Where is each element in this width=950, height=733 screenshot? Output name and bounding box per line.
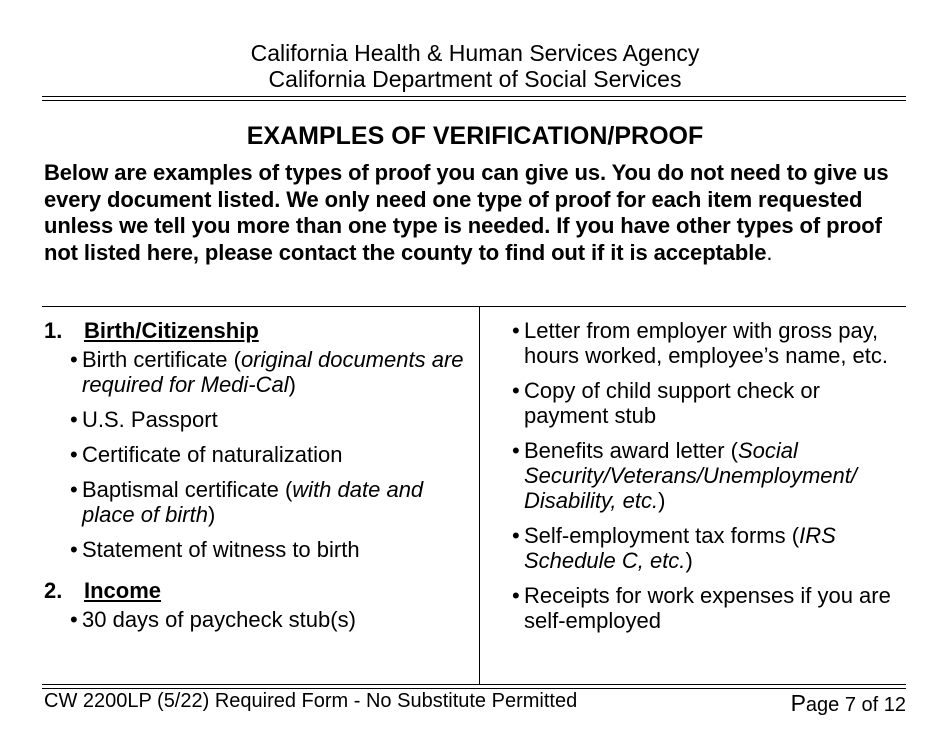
intro-text: Below are examples of types of proof you can give us. You do not need to give us every document listed. We only need one type of proof for each item requested unless we tell you more than one type is needed. If you have other types of proof not listed here, please contact the county to find out if it is acceptable <box>44 160 889 265</box>
section-heading-birth-citizenship <box>44 318 474 343</box>
list-item: • Receipts for work expenses if you are self-employed <box>512 583 891 633</box>
page-number: Page 7 of 12 <box>790 690 906 716</box>
bullet-icon: • <box>512 583 520 608</box>
right-column <box>512 318 904 643</box>
agency-name: California Health & Human Services Agency <box>250 40 700 66</box>
bullet-icon: • <box>512 318 520 343</box>
page-title: EXAMPLES OF VERIFICATION/PROOF <box>246 122 704 150</box>
bullet-icon: • <box>70 347 78 372</box>
section-title: Income <box>84 578 162 603</box>
bullet-icon: • <box>70 477 78 502</box>
bullet-icon: • <box>512 378 520 403</box>
section-divider <box>42 306 906 307</box>
section-title: Birth/Citizenship <box>84 318 259 343</box>
bullet-icon: • <box>70 607 78 632</box>
list-item: • Copy of child support check or payment stub <box>512 378 820 428</box>
column-divider <box>479 306 480 684</box>
footer-rule <box>42 684 906 685</box>
department-name: California Department of Social Services <box>268 66 682 92</box>
list-item: • Self-employment tax forms (IRS Schedule C, etc.) <box>512 523 836 573</box>
list-item: • Baptismal certificate (with date and place of birth) <box>70 477 424 527</box>
header-rule <box>42 100 906 101</box>
intro-paragraph <box>44 160 914 266</box>
header-rule <box>42 96 906 97</box>
list-item: • 30 days of paycheck stub(s) <box>70 607 356 632</box>
bullet-icon: • <box>512 523 520 548</box>
left-column <box>44 318 474 642</box>
list-item: • Certificate of naturalization <box>70 442 343 467</box>
list-item: • Letter from employer with gross pay, hours worked, employee’s name, etc. <box>512 318 888 368</box>
bullet-icon: • <box>70 537 78 562</box>
bullet-icon: • <box>512 438 520 463</box>
form-identifier: CW 2200LP (5/22) Required Form - No Substitute Permitted <box>44 690 578 712</box>
list-item: • Benefits award letter (Social Security/Veterans/Unemployment/ Disability, etc.) <box>512 438 857 513</box>
intro-period: . <box>766 239 773 265</box>
list-item: • U.S. Passport <box>70 407 218 432</box>
list-item: • Birth certificate (original documents are required for Medi-Cal) <box>70 347 464 397</box>
bullet-icon: • <box>70 442 78 467</box>
section-number: 1. <box>44 318 63 343</box>
section-number: 2. <box>44 578 63 603</box>
section-heading-income <box>44 578 474 603</box>
bullet-icon: • <box>70 407 78 432</box>
list-item: • Statement of witness to birth <box>70 537 360 562</box>
